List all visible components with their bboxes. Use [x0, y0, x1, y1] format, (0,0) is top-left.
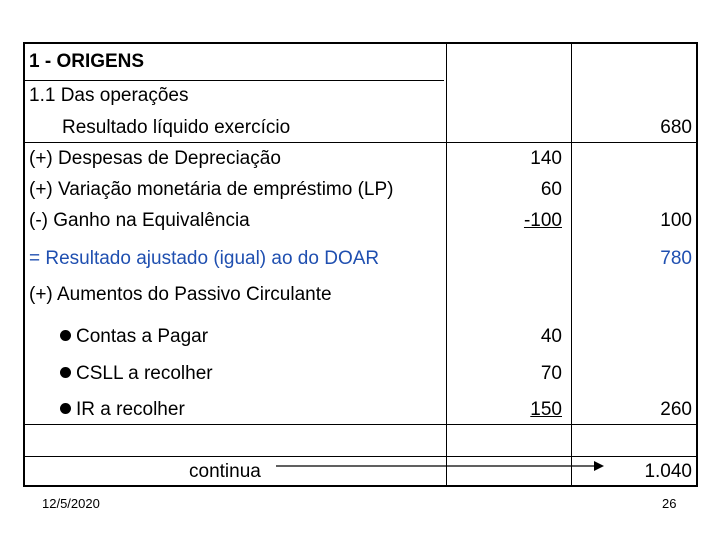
column-divider: [571, 44, 572, 485]
contas-value: 40: [540, 326, 562, 347]
bullet-icon: [60, 367, 71, 378]
page-number: 26: [662, 496, 677, 511]
continua-total: 1.040: [644, 461, 692, 482]
aumentos-label: (+) Aumentos do Passivo Circulante: [29, 284, 332, 305]
contas-label: Contas a Pagar: [76, 326, 209, 347]
footer-date: 12/5/2020: [42, 496, 100, 511]
continua-arrow-icon: [276, 460, 606, 472]
bullet-icon: [60, 403, 71, 414]
bullet-icon: [60, 330, 71, 341]
row-divider: [25, 80, 444, 81]
section-subtitle: 1.1 Das operações: [29, 85, 189, 106]
section-title: 1 - ORIGENS: [29, 51, 145, 72]
ganho-value: -100: [523, 210, 562, 231]
row-divider: [25, 424, 696, 425]
row-divider: [25, 142, 696, 143]
ganho-total: 100: [660, 210, 692, 231]
ir-row: [60, 399, 185, 421]
depreciacao-value: 140: [530, 148, 562, 169]
ir-total: 260: [660, 399, 692, 420]
variacao-label: (+) Variação monetária de empréstimo (LP): [29, 179, 394, 200]
resultado-label: Resultado líquido exercício: [62, 117, 291, 138]
variacao-value: 60: [540, 179, 562, 200]
resultado-total: 680: [660, 117, 692, 138]
ajustado-total: 780: [660, 248, 692, 269]
ir-value: 150: [530, 399, 562, 420]
contas-row: [60, 326, 208, 348]
column-divider: [446, 44, 447, 485]
row-divider: [25, 456, 696, 457]
csll-value: 70: [540, 363, 562, 384]
ajustado-label: = Resultado ajustado (igual) ao do DOAR: [29, 248, 380, 269]
continua-label: continua: [189, 461, 261, 482]
depreciacao-label: (+) Despesas de Depreciação: [29, 148, 281, 169]
ir-label: IR a recolher: [76, 399, 185, 420]
ganho-label: (-) Ganho na Equivalência: [29, 210, 250, 231]
csll-label: CSLL a recolher: [76, 363, 213, 384]
csll-row: [60, 363, 213, 385]
